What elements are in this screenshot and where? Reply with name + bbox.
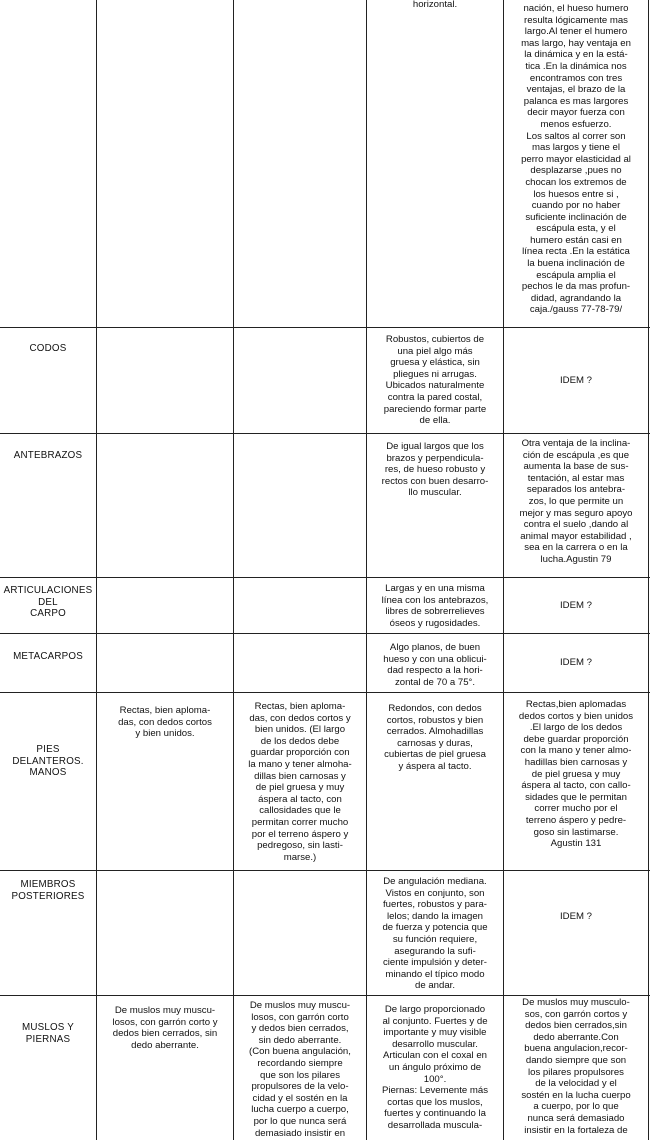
row-label: CODOS <box>29 343 67 354</box>
row-divider <box>0 692 650 693</box>
table-cell: IDEM ? <box>560 910 592 922</box>
table-cell: Rectas, bien aploma- das, con dedos cortos y bien unidos. (El largo de los dedos debe guardar proporción con la mano y tener almoha- dillas bien carnosas y de piel gruesa y muy áspera al tacto, con callosidades que le permitan correr mucho por el terreno áspero y pedregoso, sin lasti- marse.) <box>248 701 352 863</box>
table-cell: Rectas, bien aploma- das, con dedos cortos y bien unidos. <box>118 705 212 740</box>
table-cell: nación, el hueso humero resulta lógicamente mas largo.Al tener el humero mas largo, hay ventaja en la dinámica y en la está- tica .En la dinámica nos encontramos con tres ventajas, el brazo de la palanca es mas largores decir mayor fuerza con menos esfuerzo. Los saltos al correr son mas largos y tiene el perro mayor elasticidad al desplazarse ,pues no chocan los extremos de los huesos entre si , cuando por no haber suficiente inclinación de escápula esta, y el humero están casi en línea recta .En la estática la buena inclinación de escápula amplia el pechos le da mas profun- didad, agrandando la caja./gauss 77-78-79/ <box>521 3 631 316</box>
table-cell: De muslos muy muscu- losos, con garrón corto y dedos bien cerrados, sin dedo aberrante. (Con buena angulación, recordando siempre que son los pilares propulsores de la velo- cidad y el sostén en la lucha cuerpo a cuerpo, por lo que nunca será demasiado insistir en <box>249 1000 351 1139</box>
table-cell: IDEM ? <box>560 374 592 386</box>
table-cell: De igual largos que los brazos y perpendicula- res, de hueso robusto y rectos con buen desarro- llo muscular. <box>381 441 489 499</box>
column-divider <box>233 0 234 1140</box>
row-label: PIES DELANTEROS. MANOS <box>12 744 84 779</box>
row-label: ANTEBRAZOS <box>13 450 83 461</box>
table-cell: IDEM ? <box>560 599 592 611</box>
table-cell: Otra ventaja de la inclina- ción de escápula ,es que aumenta la base de sus- tentación, al estar mas separados los antebra- zos, lo que permite un mejor y mas seguro apoyo contra el suelo ,dando al animal mayor estabilidad , sea en la carrera o en la lucha.Agustin 79 <box>519 438 633 565</box>
table-cell: Robustos, cubiertos de una piel algo más gruesa y elástica, sin pliegues ni arrugas. Ubicados naturalmente contra la pared costal, pareciendo formar parte de ella. <box>383 334 487 427</box>
column-divider <box>96 0 97 1140</box>
table-cell: Redondos, con dedos cortos, robustos y bien cerrados. Almohadillas carnosas y duras, cubiertas de piel gruesa y áspera al tacto. <box>384 703 486 772</box>
table-cell: De largo proporcionado al conjunto. Fuertes y de importante y muy visible desarrollo muscular. Articulan con el coxal en un ángulo próximo de 100°. Piernas: Levemente más cortas que los muslos, fuertes y continuando la desarrollada muscula- <box>381 1004 489 1131</box>
table-cell: De muslos muy musculo- sos, con garrón cortos y dedos bien cerrados,sin dedo aberrante.Con buena angulacion,recor- dando siempre que son los pilares propulsores de la velocidad y el sostén en la lucha cuerpo a cuerpo, por lo que nunca será demasiado insistir en la fortaleza de <box>521 997 631 1136</box>
row-divider <box>0 995 650 996</box>
table-cell: Rectas,bien aplomadas dedos cortos y bien unidos .El largo de los dedos debe guardar proporción con la mano y tener almo- hadillas bien carnosas y de piel gruesa y muy áspera al tacto, con callo- sidades que le permitan correr mucho por el terreno áspero y pedre- goso sin lastimarse. Agustin 131 <box>518 699 634 850</box>
table-cell: De angulación mediana. Vistos en conjunto, son fuertes, robustos y para- lelos; dando la imagen de fuerza y potencia que su función requiere, asegurando la sufi- ciente impulsión y deter- minando el típico modo de andar. <box>382 876 488 992</box>
table-cell: IDEM ? <box>560 657 592 669</box>
table-cell: Algo planos, de buen hueso y con una oblicui- dad respecto a la hori- zontal de 70 a 75°. <box>383 642 487 688</box>
table-cell: De muslos muy muscu- losos, con garrón corto y dedos bien cerrados, sin dedo aberrante. <box>112 1005 218 1051</box>
row-label: MUSLOS Y PIERNAS <box>21 1022 75 1045</box>
row-label: METACARPOS <box>13 651 83 662</box>
table-cell: Largas y en una misma línea con los antebrazos, libres de sobrerrelieves óseos y rugosidades. <box>381 583 489 629</box>
row-label: ARTICULACIONES DEL CARPO <box>3 585 93 620</box>
column-divider <box>648 0 649 1140</box>
table-cell: horizontal. <box>412 0 458 10</box>
row-label: MIEMBROS POSTERIORES <box>11 879 85 902</box>
row-divider <box>0 433 650 434</box>
